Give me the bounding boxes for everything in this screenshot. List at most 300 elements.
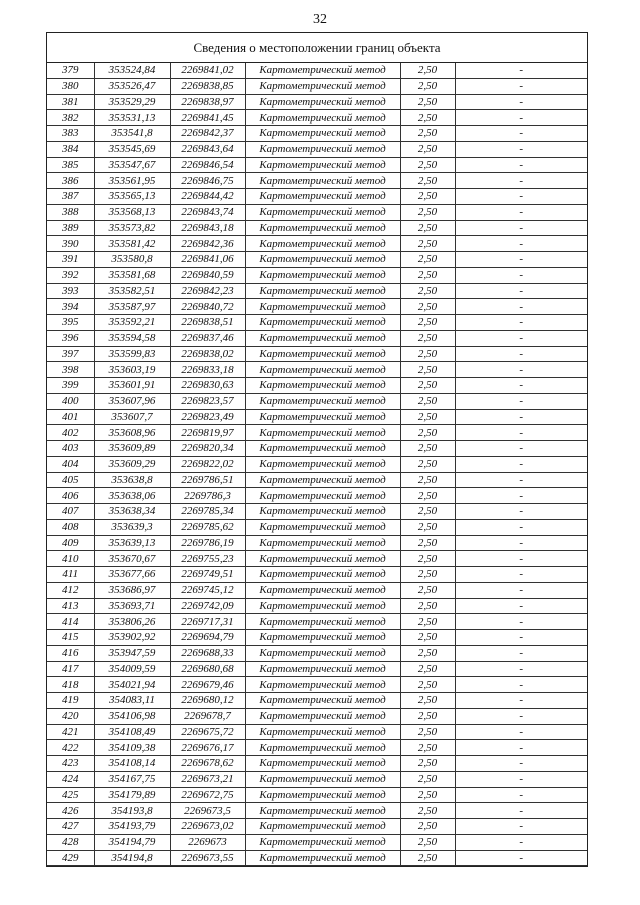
table-row <box>47 598 587 614</box>
table-row <box>47 677 587 693</box>
table-row <box>47 535 587 551</box>
point-number-cell: 422 <box>47 740 94 756</box>
x-coordinate-cell: 353561,95 <box>94 173 170 189</box>
x-coordinate-cell: 353592,21 <box>94 315 170 331</box>
precision-cell: 2,50 <box>400 771 455 787</box>
precision-cell: 2,50 <box>400 645 455 661</box>
precision-cell: 2,50 <box>400 393 455 409</box>
table-row <box>47 78 587 94</box>
precision-cell: 2,50 <box>400 803 455 819</box>
description-cell: - <box>455 378 587 394</box>
x-coordinate-cell: 353677,66 <box>94 567 170 583</box>
description-cell: - <box>455 472 587 488</box>
point-number-cell: 416 <box>47 645 94 661</box>
y-coordinate-cell: 2269749,51 <box>170 567 245 583</box>
point-number-cell: 427 <box>47 819 94 835</box>
method-cell: Картометрический метод <box>245 551 400 567</box>
point-number-cell: 419 <box>47 693 94 709</box>
precision-cell: 2,50 <box>400 346 455 362</box>
method-cell: Картометрический метод <box>245 299 400 315</box>
method-cell: Картометрический метод <box>245 409 400 425</box>
point-number-cell: 389 <box>47 220 94 236</box>
point-number-cell: 420 <box>47 708 94 724</box>
method-cell: Картометрический метод <box>245 582 400 598</box>
table-row <box>47 630 587 646</box>
description-cell: - <box>455 614 587 630</box>
point-number-cell: 413 <box>47 598 94 614</box>
table-row <box>47 582 587 598</box>
precision-cell: 2,50 <box>400 252 455 268</box>
precision-cell: 2,50 <box>400 787 455 803</box>
method-cell: Картометрический метод <box>245 393 400 409</box>
x-coordinate-cell: 353639,13 <box>94 535 170 551</box>
table-row <box>47 551 587 567</box>
description-cell: - <box>455 299 587 315</box>
x-coordinate-cell: 353806,26 <box>94 614 170 630</box>
x-coordinate-cell: 354009,59 <box>94 661 170 677</box>
precision-cell: 2,50 <box>400 488 455 504</box>
description-cell: - <box>455 236 587 252</box>
y-coordinate-cell: 2269680,12 <box>170 693 245 709</box>
x-coordinate-cell: 353541,8 <box>94 126 170 142</box>
x-coordinate-cell: 353526,47 <box>94 78 170 94</box>
precision-cell: 2,50 <box>400 220 455 236</box>
point-number-cell: 398 <box>47 362 94 378</box>
precision-cell: 2,50 <box>400 614 455 630</box>
method-cell: Картометрический метод <box>245 472 400 488</box>
precision-cell: 2,50 <box>400 189 455 205</box>
precision-cell: 2,50 <box>400 850 455 866</box>
method-cell: Картометрический метод <box>245 708 400 724</box>
precision-cell: 2,50 <box>400 63 455 78</box>
y-coordinate-cell: 2269843,74 <box>170 204 245 220</box>
point-number-cell: 409 <box>47 535 94 551</box>
description-cell: - <box>455 441 587 457</box>
table-row <box>47 346 587 362</box>
point-number-cell: 392 <box>47 267 94 283</box>
precision-cell: 2,50 <box>400 78 455 94</box>
method-cell: Картометрический метод <box>245 567 400 583</box>
x-coordinate-cell: 353573,82 <box>94 220 170 236</box>
method-cell: Картометрический метод <box>245 110 400 126</box>
precision-cell: 2,50 <box>400 94 455 110</box>
page-number: 32 <box>313 12 327 27</box>
y-coordinate-cell: 2269680,68 <box>170 661 245 677</box>
method-cell: Картометрический метод <box>245 598 400 614</box>
y-coordinate-cell: 2269819,97 <box>170 425 245 441</box>
table-row <box>47 393 587 409</box>
y-coordinate-cell: 2269842,37 <box>170 126 245 142</box>
table-row <box>47 661 587 677</box>
point-number-cell: 414 <box>47 614 94 630</box>
description-cell: - <box>455 204 587 220</box>
y-coordinate-cell: 2269673,21 <box>170 771 245 787</box>
method-cell: Картометрический метод <box>245 252 400 268</box>
y-coordinate-cell: 2269838,85 <box>170 78 245 94</box>
description-cell: - <box>455 425 587 441</box>
y-coordinate-cell: 2269841,06 <box>170 252 245 268</box>
y-coordinate-cell: 2269837,46 <box>170 330 245 346</box>
description-cell: - <box>455 488 587 504</box>
table-row <box>47 787 587 803</box>
y-coordinate-cell: 2269675,72 <box>170 724 245 740</box>
method-cell: Картометрический метод <box>245 456 400 472</box>
point-number-cell: 408 <box>47 519 94 535</box>
method-cell: Картометрический метод <box>245 756 400 772</box>
precision-cell: 2,50 <box>400 472 455 488</box>
description-cell: - <box>455 582 587 598</box>
point-number-cell: 390 <box>47 236 94 252</box>
table-row <box>47 315 587 331</box>
method-cell: Картометрический метод <box>245 535 400 551</box>
y-coordinate-cell: 2269840,72 <box>170 299 245 315</box>
precision-cell: 2,50 <box>400 299 455 315</box>
point-number-cell: 425 <box>47 787 94 803</box>
x-coordinate-cell: 354109,38 <box>94 740 170 756</box>
method-cell: Картометрический метод <box>245 425 400 441</box>
y-coordinate-cell: 2269755,23 <box>170 551 245 567</box>
x-coordinate-cell: 354167,75 <box>94 771 170 787</box>
y-coordinate-cell: 2269820,34 <box>170 441 245 457</box>
precision-cell: 2,50 <box>400 126 455 142</box>
x-coordinate-cell: 353531,13 <box>94 110 170 126</box>
table-row <box>47 519 587 535</box>
method-cell: Картометрический метод <box>245 378 400 394</box>
x-coordinate-cell: 353529,29 <box>94 94 170 110</box>
x-coordinate-cell: 353580,8 <box>94 252 170 268</box>
method-cell: Картометрический метод <box>245 488 400 504</box>
y-coordinate-cell: 2269823,49 <box>170 409 245 425</box>
x-coordinate-cell: 354194,79 <box>94 834 170 850</box>
table-row <box>47 756 587 772</box>
table-body <box>47 63 587 866</box>
y-coordinate-cell: 2269785,34 <box>170 504 245 520</box>
precision-cell: 2,50 <box>400 378 455 394</box>
point-number-cell: 405 <box>47 472 94 488</box>
table-row <box>47 126 587 142</box>
x-coordinate-cell: 353581,42 <box>94 236 170 252</box>
precision-cell: 2,50 <box>400 504 455 520</box>
method-cell: Картометрический метод <box>245 283 400 299</box>
method-cell: Картометрический метод <box>245 157 400 173</box>
description-cell: - <box>455 724 587 740</box>
method-cell: Картометрический метод <box>245 78 400 94</box>
table-row <box>47 378 587 394</box>
description-cell: - <box>455 393 587 409</box>
method-cell: Картометрический метод <box>245 315 400 331</box>
point-number-cell: 424 <box>47 771 94 787</box>
x-coordinate-cell: 353524,84 <box>94 63 170 78</box>
y-coordinate-cell: 2269842,23 <box>170 283 245 299</box>
table-row <box>47 645 587 661</box>
x-coordinate-cell: 353599,83 <box>94 346 170 362</box>
x-coordinate-cell: 354083,11 <box>94 693 170 709</box>
description-cell: - <box>455 693 587 709</box>
method-cell: Картометрический метод <box>245 803 400 819</box>
point-number-cell: 387 <box>47 189 94 205</box>
precision-cell: 2,50 <box>400 630 455 646</box>
method-cell: Картометрический метод <box>245 189 400 205</box>
method-cell: Картометрический метод <box>245 204 400 220</box>
table-row <box>47 708 587 724</box>
point-number-cell: 382 <box>47 110 94 126</box>
table-row <box>47 567 587 583</box>
x-coordinate-cell: 353594,58 <box>94 330 170 346</box>
point-number-cell: 400 <box>47 393 94 409</box>
point-number-cell: 388 <box>47 204 94 220</box>
x-coordinate-cell: 354108,14 <box>94 756 170 772</box>
point-number-cell: 411 <box>47 567 94 583</box>
point-number-cell: 399 <box>47 378 94 394</box>
point-number-cell: 393 <box>47 283 94 299</box>
method-cell: Картометрический метод <box>245 94 400 110</box>
description-cell: - <box>455 504 587 520</box>
method-cell: Картометрический метод <box>245 677 400 693</box>
x-coordinate-cell: 354106,98 <box>94 708 170 724</box>
y-coordinate-cell: 2269673,55 <box>170 850 245 866</box>
y-coordinate-cell: 2269840,59 <box>170 267 245 283</box>
description-cell: - <box>455 567 587 583</box>
method-cell: Картометрический метод <box>245 661 400 677</box>
y-coordinate-cell: 2269678,62 <box>170 756 245 772</box>
method-cell: Картометрический метод <box>245 740 400 756</box>
description-cell: - <box>455 252 587 268</box>
y-coordinate-cell: 2269785,62 <box>170 519 245 535</box>
precision-cell: 2,50 <box>400 535 455 551</box>
description-cell: - <box>455 661 587 677</box>
precision-cell: 2,50 <box>400 834 455 850</box>
precision-cell: 2,50 <box>400 330 455 346</box>
y-coordinate-cell: 2269742,09 <box>170 598 245 614</box>
method-cell: Картометрический метод <box>245 63 400 78</box>
x-coordinate-cell: 354179,89 <box>94 787 170 803</box>
y-coordinate-cell: 2269673 <box>170 834 245 850</box>
table-row <box>47 850 587 866</box>
x-coordinate-cell: 353639,3 <box>94 519 170 535</box>
method-cell: Картометрический метод <box>245 330 400 346</box>
precision-cell: 2,50 <box>400 236 455 252</box>
table-row <box>47 330 587 346</box>
table-row <box>47 236 587 252</box>
precision-cell: 2,50 <box>400 441 455 457</box>
description-cell: - <box>455 551 587 567</box>
y-coordinate-cell: 2269688,33 <box>170 645 245 661</box>
x-coordinate-cell: 353670,67 <box>94 551 170 567</box>
description-cell: - <box>455 141 587 157</box>
point-number-cell: 415 <box>47 630 94 646</box>
x-coordinate-cell: 353601,91 <box>94 378 170 394</box>
precision-cell: 2,50 <box>400 173 455 189</box>
precision-cell: 2,50 <box>400 819 455 835</box>
table-row <box>47 834 587 850</box>
method-cell: Картометрический метод <box>245 850 400 866</box>
table-row <box>47 488 587 504</box>
description-cell: - <box>455 346 587 362</box>
table-row <box>47 283 587 299</box>
y-coordinate-cell: 2269844,42 <box>170 189 245 205</box>
precision-cell: 2,50 <box>400 204 455 220</box>
description-cell: - <box>455 535 587 551</box>
point-number-cell: 394 <box>47 299 94 315</box>
x-coordinate-cell: 353587,97 <box>94 299 170 315</box>
method-cell: Картометрический метод <box>245 834 400 850</box>
x-coordinate-cell: 353693,71 <box>94 598 170 614</box>
y-coordinate-cell: 2269843,18 <box>170 220 245 236</box>
table-row <box>47 94 587 110</box>
x-coordinate-cell: 353582,51 <box>94 283 170 299</box>
description-cell: - <box>455 63 587 78</box>
y-coordinate-cell: 2269841,02 <box>170 63 245 78</box>
y-coordinate-cell: 2269843,64 <box>170 141 245 157</box>
point-number-cell: 397 <box>47 346 94 362</box>
y-coordinate-cell: 2269678,7 <box>170 708 245 724</box>
y-coordinate-cell: 2269679,46 <box>170 677 245 693</box>
point-number-cell: 426 <box>47 803 94 819</box>
x-coordinate-cell: 353545,69 <box>94 141 170 157</box>
y-coordinate-cell: 2269833,18 <box>170 362 245 378</box>
precision-cell: 2,50 <box>400 693 455 709</box>
x-coordinate-cell: 353607,7 <box>94 409 170 425</box>
table-row <box>47 409 587 425</box>
point-number-cell: 396 <box>47 330 94 346</box>
x-coordinate-cell: 353609,29 <box>94 456 170 472</box>
x-coordinate-cell: 353581,68 <box>94 267 170 283</box>
table-row <box>47 63 587 78</box>
table-row <box>47 204 587 220</box>
x-coordinate-cell: 353686,97 <box>94 582 170 598</box>
precision-cell: 2,50 <box>400 567 455 583</box>
table-row <box>47 456 587 472</box>
precision-cell: 2,50 <box>400 551 455 567</box>
point-number-cell: 412 <box>47 582 94 598</box>
y-coordinate-cell: 2269673,5 <box>170 803 245 819</box>
table-row <box>47 724 587 740</box>
table-row <box>47 614 587 630</box>
table-row <box>47 362 587 378</box>
method-cell: Картометрический метод <box>245 141 400 157</box>
y-coordinate-cell: 2269786,3 <box>170 488 245 504</box>
x-coordinate-cell: 353609,89 <box>94 441 170 457</box>
y-coordinate-cell: 2269745,12 <box>170 582 245 598</box>
method-cell: Картометрический метод <box>245 819 400 835</box>
table-row <box>47 173 587 189</box>
method-cell: Картометрический метод <box>245 630 400 646</box>
method-cell: Картометрический метод <box>245 236 400 252</box>
method-cell: Картометрический метод <box>245 441 400 457</box>
y-coordinate-cell: 2269838,02 <box>170 346 245 362</box>
table-row <box>47 299 587 315</box>
point-number-cell: 384 <box>47 141 94 157</box>
point-number-cell: 380 <box>47 78 94 94</box>
y-coordinate-cell: 2269838,51 <box>170 315 245 331</box>
description-cell: - <box>455 834 587 850</box>
method-cell: Картометрический метод <box>245 346 400 362</box>
y-coordinate-cell: 2269842,36 <box>170 236 245 252</box>
precision-cell: 2,50 <box>400 582 455 598</box>
method-cell: Картометрический метод <box>245 519 400 535</box>
y-coordinate-cell: 2269694,79 <box>170 630 245 646</box>
description-cell: - <box>455 803 587 819</box>
y-coordinate-cell: 2269846,75 <box>170 173 245 189</box>
precision-cell: 2,50 <box>400 110 455 126</box>
description-cell: - <box>455 173 587 189</box>
description-cell: - <box>455 630 587 646</box>
point-number-cell: 395 <box>47 315 94 331</box>
description-cell: - <box>455 519 587 535</box>
table-row <box>47 441 587 457</box>
precision-cell: 2,50 <box>400 519 455 535</box>
x-coordinate-cell: 354108,49 <box>94 724 170 740</box>
description-cell: - <box>455 315 587 331</box>
table-row <box>47 110 587 126</box>
description-cell: - <box>455 850 587 866</box>
precision-cell: 2,50 <box>400 409 455 425</box>
y-coordinate-cell: 2269846,54 <box>170 157 245 173</box>
description-cell: - <box>455 819 587 835</box>
method-cell: Картометрический метод <box>245 771 400 787</box>
y-coordinate-cell: 2269672,75 <box>170 787 245 803</box>
point-number-cell: 407 <box>47 504 94 520</box>
table-row <box>47 819 587 835</box>
precision-cell: 2,50 <box>400 283 455 299</box>
point-number-cell: 385 <box>47 157 94 173</box>
x-coordinate-cell: 353902,92 <box>94 630 170 646</box>
point-number-cell: 383 <box>47 126 94 142</box>
point-number-cell: 423 <box>47 756 94 772</box>
description-cell: - <box>455 78 587 94</box>
precision-cell: 2,50 <box>400 756 455 772</box>
description-cell: - <box>455 330 587 346</box>
description-cell: - <box>455 362 587 378</box>
method-cell: Картометрический метод <box>245 267 400 283</box>
precision-cell: 2,50 <box>400 677 455 693</box>
description-cell: - <box>455 740 587 756</box>
point-number-cell: 391 <box>47 252 94 268</box>
point-number-cell: 410 <box>47 551 94 567</box>
y-coordinate-cell: 2269823,57 <box>170 393 245 409</box>
method-cell: Картометрический метод <box>245 173 400 189</box>
x-coordinate-cell: 353638,8 <box>94 472 170 488</box>
description-cell: - <box>455 771 587 787</box>
precision-cell: 2,50 <box>400 141 455 157</box>
y-coordinate-cell: 2269673,02 <box>170 819 245 835</box>
description-cell: - <box>455 708 587 724</box>
precision-cell: 2,50 <box>400 661 455 677</box>
description-cell: - <box>455 267 587 283</box>
x-coordinate-cell: 353638,34 <box>94 504 170 520</box>
table-row <box>47 740 587 756</box>
table-row <box>47 693 587 709</box>
table-row <box>47 157 587 173</box>
precision-cell: 2,50 <box>400 157 455 173</box>
precision-cell: 2,50 <box>400 315 455 331</box>
table-row <box>47 267 587 283</box>
precision-cell: 2,50 <box>400 362 455 378</box>
point-number-cell: 381 <box>47 94 94 110</box>
x-coordinate-cell: 353607,96 <box>94 393 170 409</box>
method-cell: Картометрический метод <box>245 504 400 520</box>
table-title: Сведения о местоположении границ объекта <box>47 33 587 63</box>
table-row <box>47 472 587 488</box>
table-row <box>47 141 587 157</box>
precision-cell: 2,50 <box>400 708 455 724</box>
boundary-coordinates-table <box>47 63 587 866</box>
description-cell: - <box>455 409 587 425</box>
boundary-table-frame <box>46 32 588 867</box>
description-cell: - <box>455 456 587 472</box>
description-cell: - <box>455 787 587 803</box>
table-row <box>47 425 587 441</box>
